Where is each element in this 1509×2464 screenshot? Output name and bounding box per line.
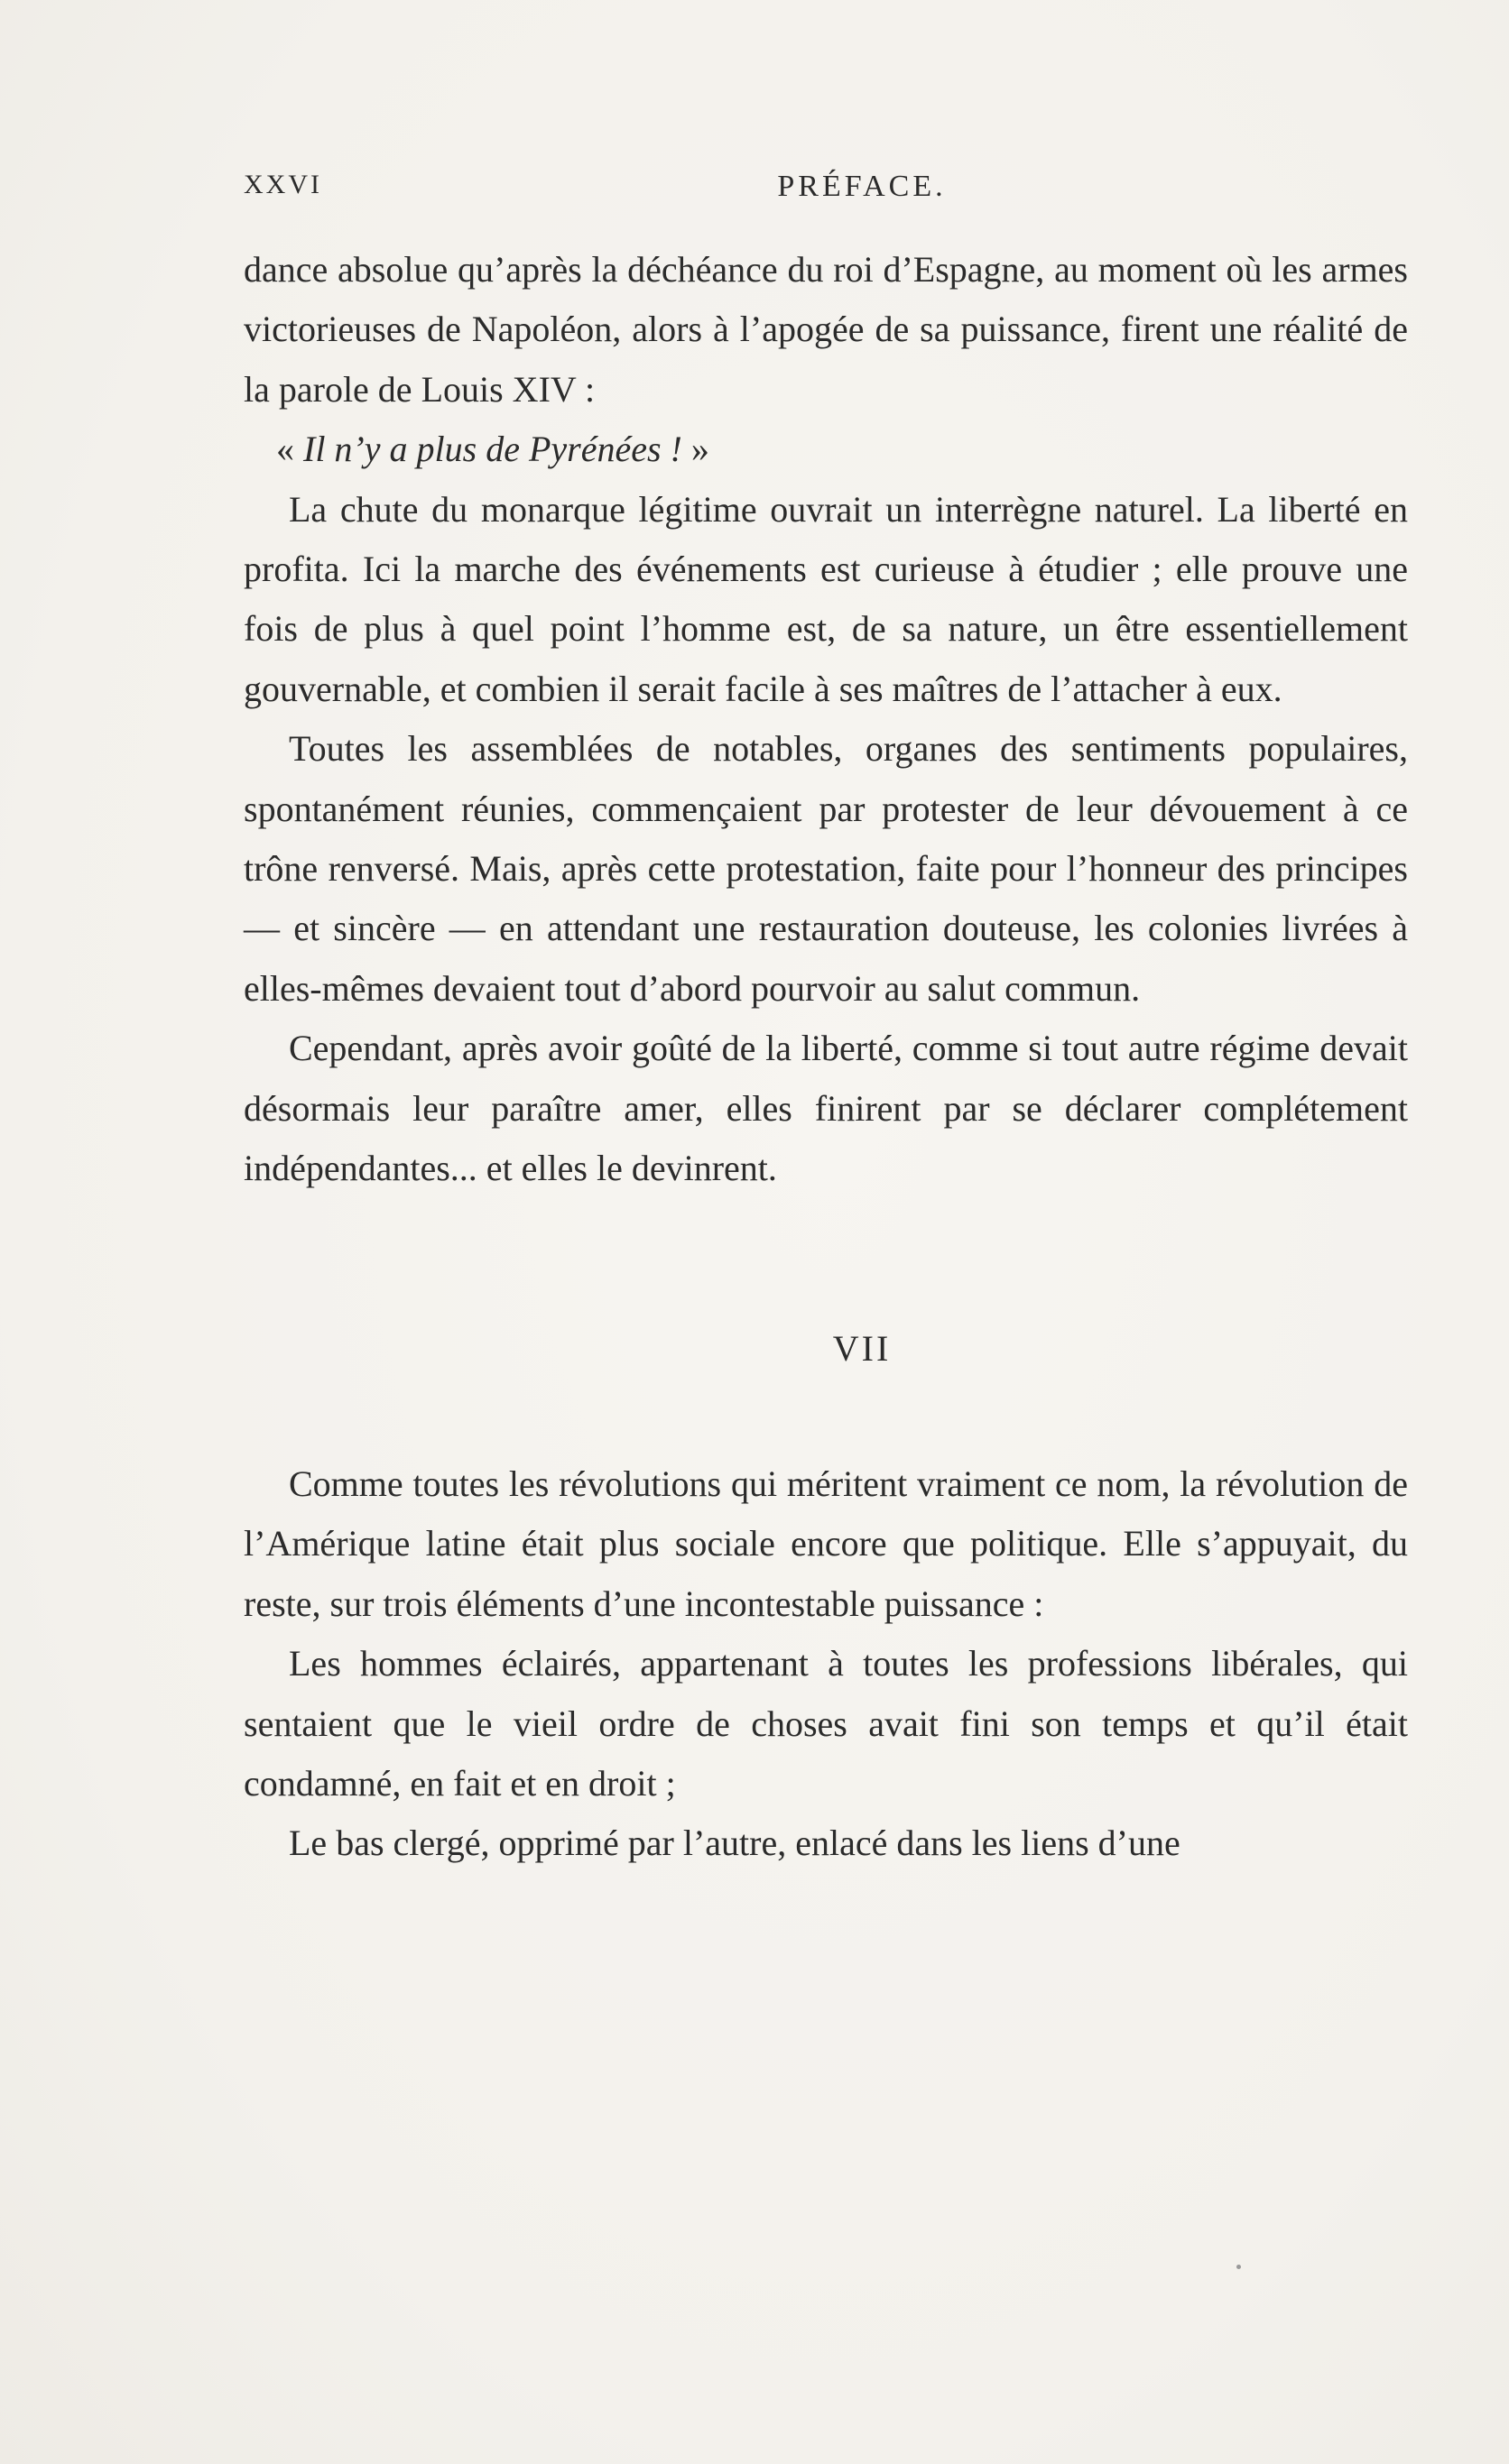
quotation (244, 420, 1408, 479)
page-number: XXVI (244, 170, 322, 199)
running-title: PRÉFACE. (777, 170, 947, 203)
section-spacer (244, 1199, 1408, 1319)
quote-close: » (681, 429, 709, 470)
paper-speck (1236, 2265, 1241, 2269)
paragraph-1: dance absolue qu’après la déchéance du roi d’Espagne, au moment où les armes victorieuses de Napoléon, alors à l’apogée de sa puissance, firent une réalité de la parole de Louis XIV : (244, 249, 1408, 410)
section-heading: VII (832, 1327, 892, 1369)
paragraph-2: La chute du monarque légitime ouvrait un interrègne naturel. La liberté en profita. Ici la marche des événements est curieuse à étudier ; elle prouve une fois de plus à quel point l’homme est, de sa nature, un être essentiellement gouvernable, et combien il serait facile à ses maîtres de l’attacher à eux. (244, 488, 1408, 709)
paragraph-3: Toutes les assemblées de notables, organes des sentiments populaires, spontanément réunies, commençaient par protester de leur dévouement à ce trône renversé. Mais, après cette protestation, faite pour l’honneur des principes — et sincère — en attendant une restauration douteuse, les colonies livrées à elles-mêmes devaient tout d’abord pourvoir au salut commun. (244, 728, 1408, 1009)
page-header (244, 170, 1408, 215)
paragraph-6: Les hommes éclairés, appartenant à toutes les professions libérales, qui sentaient que le vieil ordre de choses avait fini son temps et qu’il était condamné, en fait et en droit ; (244, 1643, 1408, 1804)
quote-open: « (276, 429, 303, 470)
paragraph-7: Le bas clergé, opprimé par l’autre, enlacé dans les liens d’une (289, 1823, 1180, 1864)
paragraph-4: Cependant, après avoir goûté de la liberté, comme si tout autre régime devait désormais leur paraître amer, elles finirent par se déclarer complétement indépendantes... et elles le devinrent. (244, 1028, 1408, 1189)
body-text (244, 240, 1408, 1874)
section-spacer (244, 1379, 1408, 1454)
paragraph-5: Comme toutes les révolutions qui méritent vraiment ce nom, la révolution de l’Amérique latine était plus sociale encore que politique. Elle s’appuyait, du reste, sur trois éléments d’une incontestable puissance : (244, 1463, 1408, 1624)
quote-text: Il n’y a plus de Pyrénées ! (303, 429, 682, 470)
